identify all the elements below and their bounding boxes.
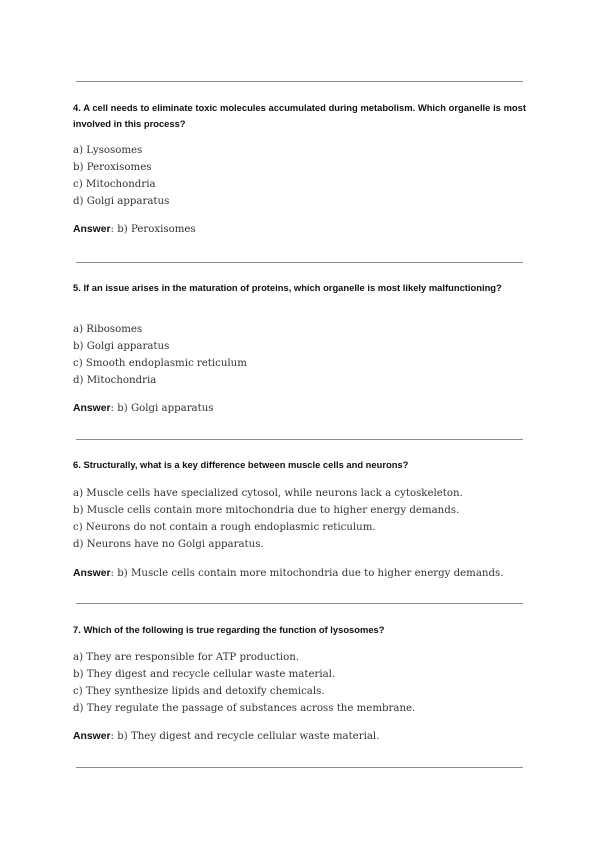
- question-7: [73, 622, 526, 638]
- option-item: b) Golgi apparatus: [73, 341, 170, 352]
- divider: [76, 603, 523, 604]
- option-item: b) They digest and recycle cellular waste material.: [73, 669, 336, 680]
- answer-label: Answer: [73, 731, 111, 742]
- divider: [76, 767, 523, 768]
- option-item: b) Peroxisomes: [73, 162, 152, 173]
- answer-label: Answer: [73, 568, 111, 579]
- question-text: A cell needs to eliminate toxic molecules accumulated during metabolism. Which organelle is most involved in this process?: [73, 102, 526, 129]
- option-item: a) Lysosomes: [73, 145, 143, 156]
- question-number: 4.: [73, 102, 81, 113]
- answer-text: : b) Muscle cells contain more mitochondria due to higher energy demands.: [110, 568, 504, 579]
- options-list: [73, 321, 533, 389]
- answer-label: Answer: [73, 403, 111, 414]
- question-6: [73, 457, 526, 473]
- answer-line: [73, 565, 533, 582]
- option-item: a) Muscle cells have specialized cytosol, while neurons lack a cytoskeleton.: [73, 488, 463, 499]
- question-text: Which of the following is true regarding the function of lysosomes?: [83, 624, 385, 635]
- option-item: c) Neurons do not contain a rough endoplasmic reticulum.: [73, 522, 376, 533]
- options-list: [73, 142, 533, 210]
- divider: [76, 439, 523, 440]
- answer-text: : b) Golgi apparatus: [110, 403, 214, 414]
- option-item: d) Mitochondria: [73, 375, 157, 386]
- option-item: d) Neurons have no Golgi apparatus.: [73, 539, 264, 550]
- question-text: Structurally, what is a key difference between muscle cells and neurons?: [83, 459, 409, 470]
- option-item: c) Smooth endoplasmic reticulum: [73, 358, 247, 369]
- question-text: If an issue arises in the maturation of proteins, which organelle is most likely malfunctioning?: [83, 282, 502, 293]
- divider: [76, 81, 523, 82]
- answer-line: [73, 728, 533, 745]
- question-4: [73, 100, 526, 132]
- option-item: a) They are responsible for ATP production.: [73, 652, 300, 663]
- answer-line: [73, 400, 533, 417]
- option-item: c) Mitochondria: [73, 179, 156, 190]
- answer-line: [73, 221, 533, 238]
- option-item: d) Golgi apparatus: [73, 196, 170, 207]
- option-item: a) Ribosomes: [73, 324, 143, 335]
- option-item: d) They regulate the passage of substances across the membrane.: [73, 703, 416, 714]
- option-item: b) Muscle cells contain more mitochondria due to higher energy demands.: [73, 505, 460, 516]
- question-number: 5.: [73, 282, 81, 293]
- options-list: [73, 485, 533, 553]
- answer-text: : b) They digest and recycle cellular waste material.: [110, 731, 380, 742]
- question-number: 6.: [73, 459, 81, 470]
- question-number: 7.: [73, 624, 81, 635]
- answer-label: Answer: [73, 224, 111, 235]
- question-5: [73, 280, 526, 296]
- option-item: c) They synthesize lipids and detoxify chemicals.: [73, 686, 325, 697]
- answer-text: : b) Peroxisomes: [110, 224, 196, 235]
- divider: [76, 262, 523, 263]
- options-list: [73, 649, 533, 717]
